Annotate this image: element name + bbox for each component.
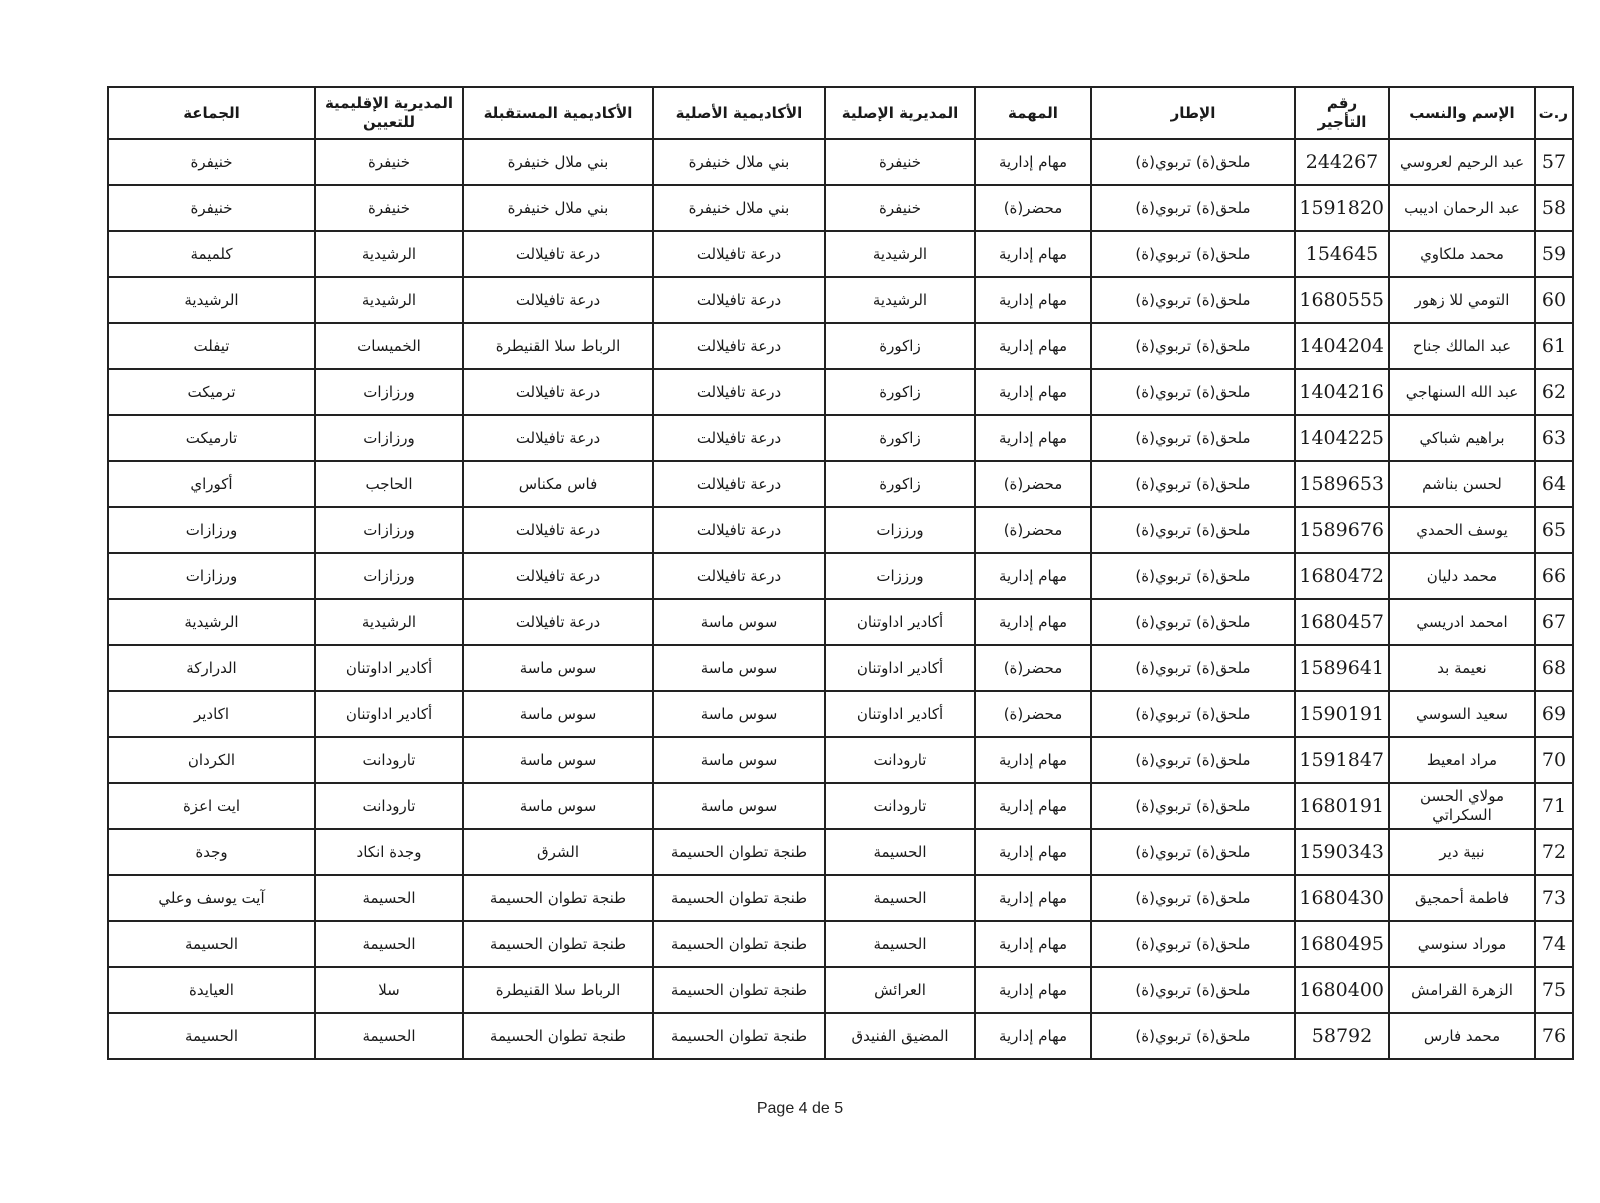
row-index: 60 [1535, 277, 1573, 323]
assigned-directorate: الرشيدية [315, 599, 463, 645]
row-index: 73 [1535, 875, 1573, 921]
employee-name: لحسن بناشم [1389, 461, 1535, 507]
payroll-number: 58792 [1295, 1013, 1389, 1059]
employee-name: فاطمة أحمجيق [1389, 875, 1535, 921]
table-row [108, 507, 1573, 553]
origin-academy: طنجة تطوان الحسيمة [653, 829, 825, 875]
origin-academy: سوس ماسة [653, 783, 825, 829]
payroll-number: 1589641 [1295, 645, 1389, 691]
page-number: Page 4 de 5 [756, 1100, 844, 1117]
commune: آيت يوسف وعلي [108, 875, 315, 921]
commune: الرشيدية [108, 599, 315, 645]
grade: ملحق(ة) تربوي(ة) [1091, 1013, 1295, 1059]
receiving-academy: طنجة تطوان الحسيمة [463, 875, 653, 921]
origin-academy: سوس ماسة [653, 645, 825, 691]
employee-name: موراد سنوسي [1389, 921, 1535, 967]
grade: ملحق(ة) تربوي(ة) [1091, 599, 1295, 645]
col-payroll-header: رقم التأجير [1295, 87, 1389, 139]
origin-academy: سوس ماسة [653, 599, 825, 645]
assigned-directorate: وجدة انكاد [315, 829, 463, 875]
origin-directorate: أكادير اداوتنان [825, 691, 975, 737]
receiving-academy: فاس مكناس [463, 461, 653, 507]
commune: الكردان [108, 737, 315, 783]
table-row [108, 369, 1573, 415]
col-task-header: المهمة [975, 87, 1091, 139]
table-row [108, 967, 1573, 1013]
origin-directorate: الحسيمة [825, 829, 975, 875]
origin-directorate: تارودانت [825, 783, 975, 829]
receiving-academy: الرباط سلا القنيطرة [463, 323, 653, 369]
origin-academy: درعة تافيلالت [653, 231, 825, 277]
assigned-directorate: ورزازات [315, 415, 463, 461]
assigned-directorate: الرشيدية [315, 277, 463, 323]
task: مهام إدارية [975, 783, 1091, 829]
receiving-academy: درعة تافيلالت [463, 369, 653, 415]
row-index: 70 [1535, 737, 1573, 783]
origin-directorate: ورززات [825, 507, 975, 553]
receiving-academy: بني ملال خنيفرة [463, 185, 653, 231]
assigned-directorate: خنيفرة [315, 139, 463, 185]
receiving-academy: بني ملال خنيفرة [463, 139, 653, 185]
payroll-number: 1589676 [1295, 507, 1389, 553]
payroll-number: 1680472 [1295, 553, 1389, 599]
payroll-number: 1680495 [1295, 921, 1389, 967]
col-grade-header: الإطار [1091, 87, 1295, 139]
commune: تارميكت [108, 415, 315, 461]
payroll-number: 154645 [1295, 231, 1389, 277]
employee-name: التومي للا زهور [1389, 277, 1535, 323]
employee-name: مولاي الحسن السكراتي [1389, 783, 1535, 829]
receiving-academy: درعة تافيلالت [463, 553, 653, 599]
payroll-number: 1591847 [1295, 737, 1389, 783]
payroll-number: 1591820 [1295, 185, 1389, 231]
table-row [108, 645, 1573, 691]
task: مهام إدارية [975, 369, 1091, 415]
receiving-academy: الشرق [463, 829, 653, 875]
row-index: 72 [1535, 829, 1573, 875]
row-index: 59 [1535, 231, 1573, 277]
table-header-row [108, 87, 1573, 139]
origin-directorate: أكادير اداوتنان [825, 599, 975, 645]
grade: ملحق(ة) تربوي(ة) [1091, 553, 1295, 599]
payroll-number: 1680400 [1295, 967, 1389, 1013]
task: مهام إدارية [975, 323, 1091, 369]
task: مهام إدارية [975, 737, 1091, 783]
origin-academy: درعة تافيلالت [653, 415, 825, 461]
commune: أكوراي [108, 461, 315, 507]
commune: العيايدة [108, 967, 315, 1013]
table-row [108, 231, 1573, 277]
employee-name: عبد الرحمان اديبب [1389, 185, 1535, 231]
row-index: 64 [1535, 461, 1573, 507]
origin-academy: بني ملال خنيفرة [653, 139, 825, 185]
commune: ورزازات [108, 553, 315, 599]
table-row [108, 553, 1573, 599]
task: مهام إدارية [975, 415, 1091, 461]
payroll-number: 1404225 [1295, 415, 1389, 461]
table-row [108, 139, 1573, 185]
employee-name: سعيد السوسي [1389, 691, 1535, 737]
task: مهام إدارية [975, 139, 1091, 185]
origin-directorate: ورززات [825, 553, 975, 599]
table-row [108, 691, 1573, 737]
table-row [108, 599, 1573, 645]
commune: اكادير [108, 691, 315, 737]
row-index: 69 [1535, 691, 1573, 737]
commune: الحسيمة [108, 921, 315, 967]
table-row [108, 277, 1573, 323]
origin-academy: درعة تافيلالت [653, 461, 825, 507]
task: مهام إدارية [975, 231, 1091, 277]
table-row [108, 323, 1573, 369]
assigned-directorate: خنيفرة [315, 185, 463, 231]
origin-academy: طنجة تطوان الحسيمة [653, 875, 825, 921]
origin-directorate: خنيفرة [825, 139, 975, 185]
commune: تيفلت [108, 323, 315, 369]
receiving-academy: الرباط سلا القنيطرة [463, 967, 653, 1013]
assigned-directorate: أكادير اداوتنان [315, 691, 463, 737]
grade: ملحق(ة) تربوي(ة) [1091, 185, 1295, 231]
receiving-academy: سوس ماسة [463, 783, 653, 829]
employee-name: عبد الله السنهاجي [1389, 369, 1535, 415]
origin-directorate: الحسيمة [825, 875, 975, 921]
receiving-academy: سوس ماسة [463, 645, 653, 691]
table-row [108, 737, 1573, 783]
payroll-number: 1590343 [1295, 829, 1389, 875]
origin-directorate: زاكورة [825, 369, 975, 415]
receiving-academy: درعة تافيلالت [463, 507, 653, 553]
row-index: 74 [1535, 921, 1573, 967]
row-index: 75 [1535, 967, 1573, 1013]
grade: ملحق(ة) تربوي(ة) [1091, 369, 1295, 415]
assigned-directorate: ورزازات [315, 507, 463, 553]
origin-academy: طنجة تطوان الحسيمة [653, 921, 825, 967]
task: مهام إدارية [975, 277, 1091, 323]
grade: ملحق(ة) تربوي(ة) [1091, 231, 1295, 277]
row-index: 63 [1535, 415, 1573, 461]
employee-name: نبية دير [1389, 829, 1535, 875]
task: مهام إدارية [975, 1013, 1091, 1059]
assigned-directorate: سلا [315, 967, 463, 1013]
task: مهام إدارية [975, 829, 1091, 875]
table-row [108, 829, 1573, 875]
assigned-directorate: الخميسات [315, 323, 463, 369]
assigned-directorate: الحاجب [315, 461, 463, 507]
commune: كلميمة [108, 231, 315, 277]
receiving-academy: درعة تافيلالت [463, 231, 653, 277]
grade: ملحق(ة) تربوي(ة) [1091, 277, 1295, 323]
payroll-number: 1680430 [1295, 875, 1389, 921]
grade: ملحق(ة) تربوي(ة) [1091, 507, 1295, 553]
employee-name: محمد فارس [1389, 1013, 1535, 1059]
grade: ملحق(ة) تربوي(ة) [1091, 921, 1295, 967]
row-index: 66 [1535, 553, 1573, 599]
assigned-directorate: الرشيدية [315, 231, 463, 277]
employee-name: يوسف الحمدي [1389, 507, 1535, 553]
row-index: 65 [1535, 507, 1573, 553]
origin-directorate: زاكورة [825, 415, 975, 461]
employee-name: محمد دليان [1389, 553, 1535, 599]
receiving-academy: سوس ماسة [463, 737, 653, 783]
assigned-directorate: أكادير اداوتنان [315, 645, 463, 691]
origin-academy: سوس ماسة [653, 737, 825, 783]
task: محضر(ة) [975, 461, 1091, 507]
row-index: 62 [1535, 369, 1573, 415]
grade: ملحق(ة) تربوي(ة) [1091, 139, 1295, 185]
employee-name: عبد الرحيم لعروسي [1389, 139, 1535, 185]
assigned-directorate: تارودانت [315, 783, 463, 829]
receiving-academy: طنجة تطوان الحسيمة [463, 921, 653, 967]
payroll-number: 1680191 [1295, 783, 1389, 829]
assigned-directorate: الحسيمة [315, 875, 463, 921]
task: محضر(ة) [975, 691, 1091, 737]
grade: ملحق(ة) تربوي(ة) [1091, 461, 1295, 507]
employee-name: براهيم شباكي [1389, 415, 1535, 461]
origin-directorate: الرشيدية [825, 277, 975, 323]
origin-academy: درعة تافيلالت [653, 369, 825, 415]
task: مهام إدارية [975, 553, 1091, 599]
row-index: 61 [1535, 323, 1573, 369]
origin-directorate: تارودانت [825, 737, 975, 783]
grade: ملحق(ة) تربوي(ة) [1091, 415, 1295, 461]
table-row [108, 415, 1573, 461]
grade: ملحق(ة) تربوي(ة) [1091, 783, 1295, 829]
task: مهام إدارية [975, 599, 1091, 645]
row-index: 67 [1535, 599, 1573, 645]
payroll-number: 1590191 [1295, 691, 1389, 737]
grade: ملحق(ة) تربوي(ة) [1091, 691, 1295, 737]
origin-directorate: المضيق الفنيدق [825, 1013, 975, 1059]
payroll-number: 1404216 [1295, 369, 1389, 415]
commune: خنيفرة [108, 139, 315, 185]
grade: ملحق(ة) تربوي(ة) [1091, 829, 1295, 875]
origin-directorate: زاكورة [825, 461, 975, 507]
table-row [108, 185, 1573, 231]
receiving-academy: طنجة تطوان الحسيمة [463, 1013, 653, 1059]
row-index: 76 [1535, 1013, 1573, 1059]
row-index: 57 [1535, 139, 1573, 185]
grade: ملحق(ة) تربوي(ة) [1091, 737, 1295, 783]
col-origin-directorate-header: المديرية الإصلية [825, 87, 975, 139]
commune: الدراركة [108, 645, 315, 691]
row-index: 68 [1535, 645, 1573, 691]
table-row [108, 921, 1573, 967]
commune: ورزازات [108, 507, 315, 553]
assigned-directorate: ورزازات [315, 553, 463, 599]
employee-name: نعيمة بد [1389, 645, 1535, 691]
task: مهام إدارية [975, 967, 1091, 1013]
commune: ايت اعزة [108, 783, 315, 829]
assigned-directorate: ورزازات [315, 369, 463, 415]
payroll-number: 1680555 [1295, 277, 1389, 323]
col-assigned-directorate-header: المديرية الإقليمية للتعيين [315, 87, 463, 139]
payroll-number: 244267 [1295, 139, 1389, 185]
task: محضر(ة) [975, 645, 1091, 691]
receiving-academy: درعة تافيلالت [463, 277, 653, 323]
assigned-directorate: تارودانت [315, 737, 463, 783]
grade: ملحق(ة) تربوي(ة) [1091, 875, 1295, 921]
assignments-table [107, 86, 1574, 1060]
commune: الرشيدية [108, 277, 315, 323]
origin-directorate: خنيفرة [825, 185, 975, 231]
task: مهام إدارية [975, 875, 1091, 921]
employee-name: محمد ملكاوي [1389, 231, 1535, 277]
col-origin-academy-header: الأكاديمية الأصلية [653, 87, 825, 139]
commune: ترميكت [108, 369, 315, 415]
receiving-academy: درعة تافيلالت [463, 415, 653, 461]
col-commune-header: الجماعة [108, 87, 315, 139]
origin-directorate: العرائش [825, 967, 975, 1013]
row-index: 71 [1535, 783, 1573, 829]
origin-academy: درعة تافيلالت [653, 277, 825, 323]
col-receiving-academy-header: الأكاديمية المستقبلة [463, 87, 653, 139]
grade: ملحق(ة) تربوي(ة) [1091, 645, 1295, 691]
employee-name: عبد المالك جناح [1389, 323, 1535, 369]
employee-name: مراد امعيط [1389, 737, 1535, 783]
origin-academy: درعة تافيلالت [653, 507, 825, 553]
commune: وجدة [108, 829, 315, 875]
task: مهام إدارية [975, 921, 1091, 967]
origin-academy: درعة تافيلالت [653, 323, 825, 369]
origin-academy: درعة تافيلالت [653, 553, 825, 599]
payroll-number: 1404204 [1295, 323, 1389, 369]
task: محضر(ة) [975, 185, 1091, 231]
payroll-number: 1680457 [1295, 599, 1389, 645]
table-row [108, 783, 1573, 829]
origin-directorate: الرشيدية [825, 231, 975, 277]
commune: خنيفرة [108, 185, 315, 231]
col-name-header: الإسم والنسب [1389, 87, 1535, 139]
grade: ملحق(ة) تربوي(ة) [1091, 967, 1295, 1013]
origin-directorate: الحسيمة [825, 921, 975, 967]
grade: ملحق(ة) تربوي(ة) [1091, 323, 1295, 369]
origin-directorate: زاكورة [825, 323, 975, 369]
commune: الحسيمة [108, 1013, 315, 1059]
row-index: 58 [1535, 185, 1573, 231]
origin-academy: طنجة تطوان الحسيمة [653, 1013, 825, 1059]
payroll-number: 1589653 [1295, 461, 1389, 507]
table-row [108, 461, 1573, 507]
origin-academy: سوس ماسة [653, 691, 825, 737]
employee-name: امحمد ادريسي [1389, 599, 1535, 645]
origin-academy: طنجة تطوان الحسيمة [653, 967, 825, 1013]
col-index-header: ر.ت [1535, 87, 1573, 139]
origin-academy: بني ملال خنيفرة [653, 185, 825, 231]
assigned-directorate: الحسيمة [315, 921, 463, 967]
receiving-academy: درعة تافيلالت [463, 599, 653, 645]
task: محضر(ة) [975, 507, 1091, 553]
table-row [108, 875, 1573, 921]
table-row [108, 1013, 1573, 1059]
employee-name: الزهرة القرامش [1389, 967, 1535, 1013]
assigned-directorate: الحسيمة [315, 1013, 463, 1059]
receiving-academy: سوس ماسة [463, 691, 653, 737]
origin-directorate: أكادير اداوتنان [825, 645, 975, 691]
